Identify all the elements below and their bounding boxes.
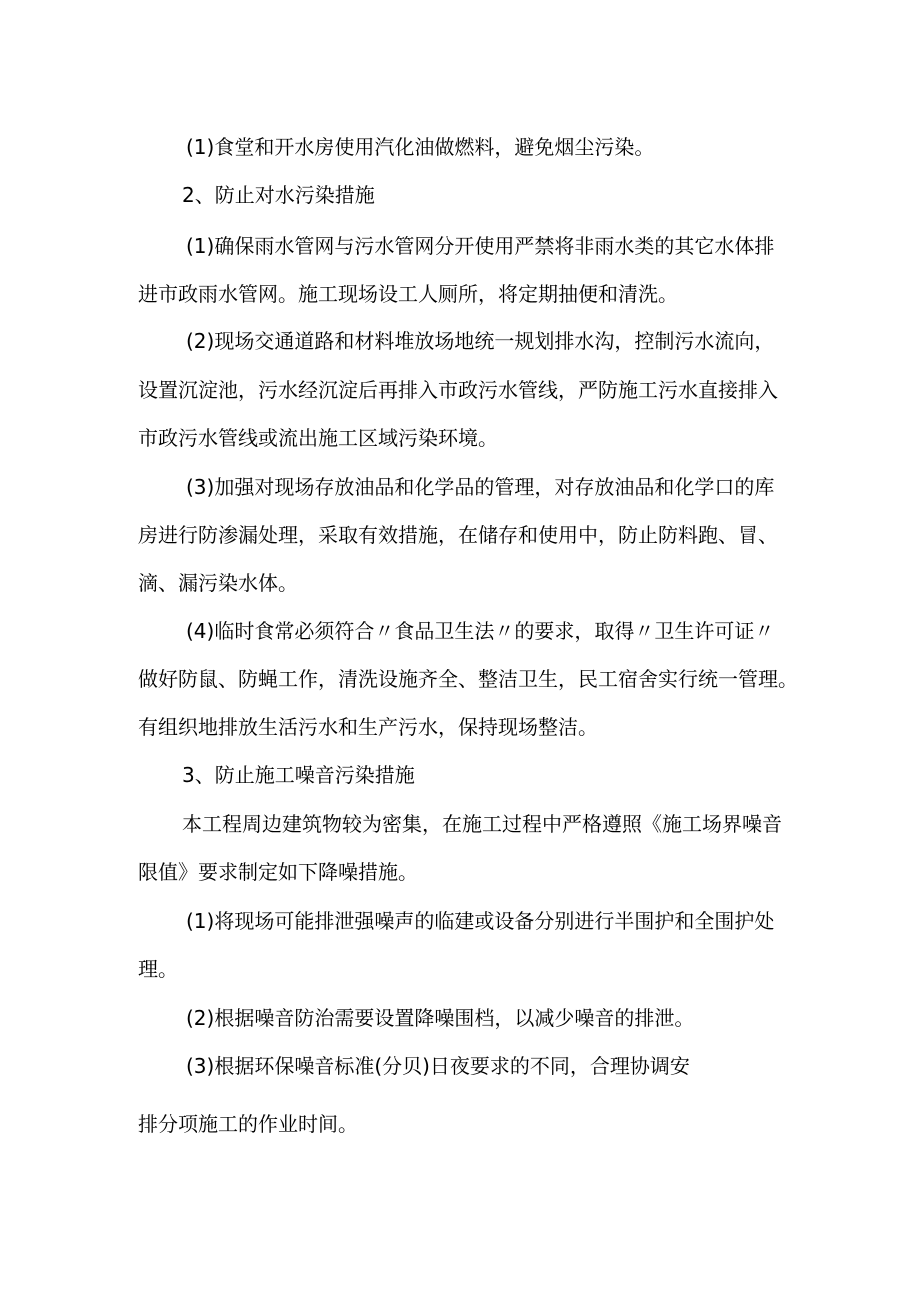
paragraph-line: (3)加强对现场存放油品和化学品的管理，对存放油品和化学口的库: [186, 475, 775, 499]
paragraph-line: (3)根据环保噪音标准(分贝)日夜要求的不同，合理协调安: [186, 1054, 690, 1078]
paragraph-line: 做好防鼠、防蝇工作，清洗设施齐全、整洁卫生，民工宿舍实行统一管理。: [138, 667, 798, 691]
paragraph-line: (2)根据噪音防治需要设置降噪围档，以减少噪音的排泄。: [186, 1006, 695, 1030]
paragraph-line: 滴、漏污染水体。: [138, 571, 298, 595]
paragraph-line: 本工程周边建筑物较为密集，在施工过程中严格遵照《施工场界噪音: [182, 812, 782, 836]
section-heading: 2、防止对水污染措施: [182, 183, 375, 207]
paragraph-line: 有组织地排放生活污水和生产污水，保持现场整洁。: [138, 715, 598, 739]
paragraph-line: 进市政雨水管网。施工现场设工人厕所，将定期抽便和清洗。: [138, 282, 678, 306]
paragraph-line: 设置沉淀池，污水经沉淀后再排入市政污水管线，严防施工污水直接排入: [138, 378, 778, 402]
paragraph-line: 限值》要求制定如下降噪措施。: [138, 860, 418, 884]
paragraph-line: 市政污水管线或流出施工区域污染环境。: [138, 426, 498, 450]
paragraph-line: (1)将现场可能排泄强噪声的临建或设备分别进行半围护和全围护处: [186, 909, 775, 933]
paragraph-line: (4)临时食常必须符合〃食品卫生法〃的要求，取得〃卫生许可证〃: [186, 619, 775, 643]
paragraph-line: 理。: [138, 957, 178, 981]
paragraph-line: 排分项施工的作业时间。: [138, 1112, 358, 1136]
paragraph-line: (1)食堂和开水房使用汽化油做燃料，避免烟尘污染。: [186, 135, 655, 159]
section-heading: 3、防止施工噪音污染措施: [182, 763, 415, 787]
paragraph-line: (2)现场交通道路和材料堆放场地统一规划排水沟，控制污水流向，: [186, 329, 775, 353]
paragraph-line: (1)确保雨水管网与污水管网分开使用严禁将非雨水类的其它水体排: [186, 234, 775, 258]
paragraph-line: 房进行防渗漏处理，采取有效措施，在储存和使用中，防止防料跑、冒、: [138, 523, 778, 547]
